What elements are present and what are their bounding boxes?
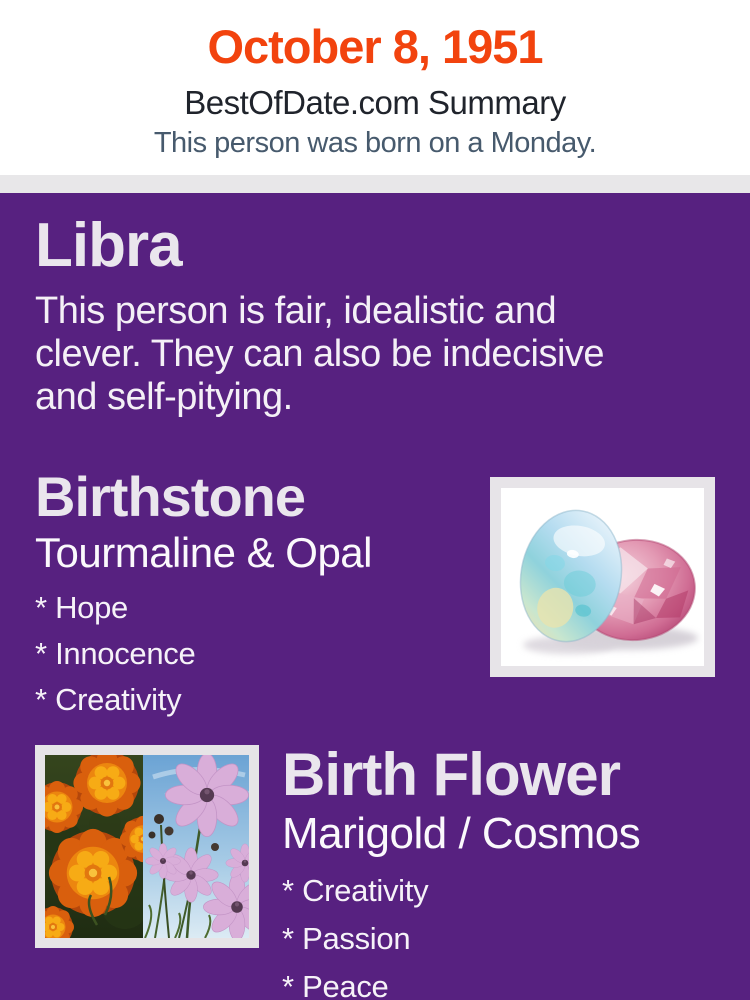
birthstone-heading: Birthstone <box>35 465 305 528</box>
birth-flower-section <box>35 740 715 1000</box>
birth-flower-names: Marigold / Cosmos <box>282 808 641 858</box>
flowers-illustration <box>45 755 249 938</box>
zodiac-description: This person is fair, idealistic and clever. They can also be indecisive and self-pitying. <box>35 290 605 418</box>
trait-item: * Innocence <box>35 635 196 671</box>
zodiac-heading: Libra <box>35 211 182 280</box>
birth-flower-heading: Birth Flower <box>282 740 621 808</box>
cosmos-half <box>143 755 249 938</box>
birth-flower-trait-list <box>282 874 640 1000</box>
header <box>0 0 750 175</box>
birth-flower-image <box>35 745 259 948</box>
trait-item: * Creativity <box>35 681 182 717</box>
birthstone-names: Tourmaline & Opal <box>35 529 372 576</box>
zodiac-section <box>35 211 715 419</box>
trait-item: * Passion <box>282 920 411 956</box>
birthstone-section <box>35 465 715 717</box>
born-day-text: This person was born on a Monday. <box>153 126 597 159</box>
site-summary-subtitle: BestOfDate.com Summary <box>184 84 566 122</box>
birth-flower-text-column <box>282 740 641 1000</box>
trait-item: * Creativity <box>282 872 429 908</box>
details-panel <box>0 193 750 1000</box>
birthstone-trait-list <box>35 591 372 717</box>
trait-item: * Hope <box>35 589 128 625</box>
birthstone-image <box>490 477 715 677</box>
trait-item: * Peace <box>282 968 389 1000</box>
divider-bar <box>0 175 750 193</box>
gems-illustration <box>501 488 704 666</box>
birthstone-text-column <box>35 465 372 717</box>
page-title: October 8, 1951 <box>207 20 543 73</box>
